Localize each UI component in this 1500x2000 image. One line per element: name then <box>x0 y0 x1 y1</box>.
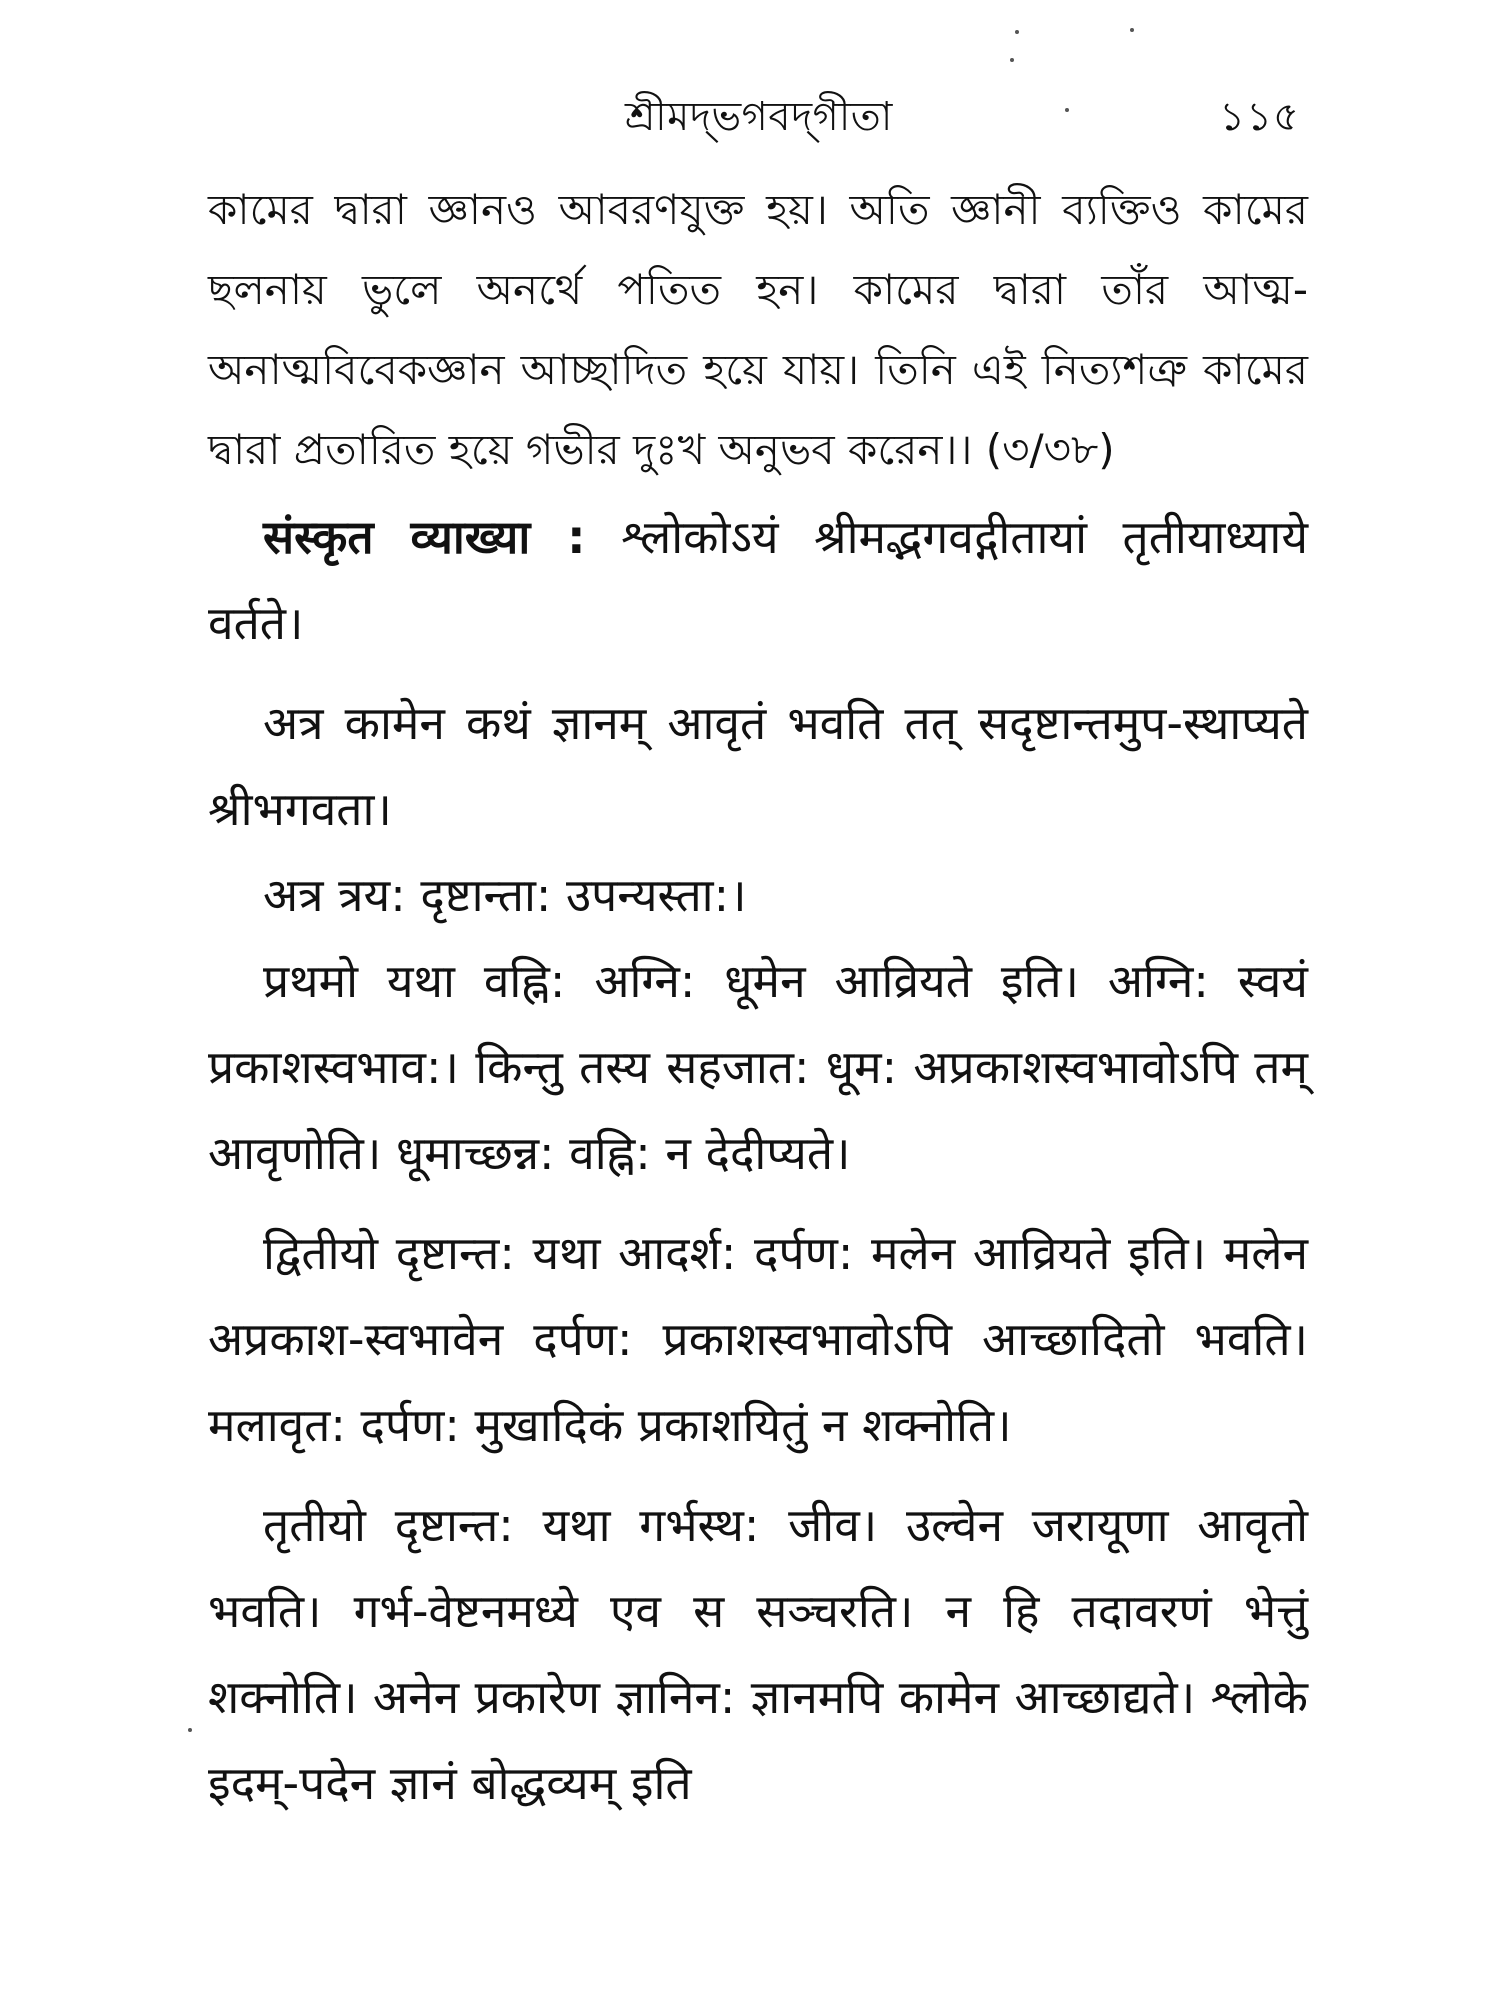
page-body <box>208 170 1308 1826</box>
paragraph-example-intro: अत्र कामेन कथं ज्ञानम् आवृतं भवति तत् सदृष्टान्तमुप-स्थाप्यते श्रीभगवता। <box>208 696 1308 836</box>
sanskrit-commentary-intro <box>208 494 1308 666</box>
page-number: ১১৫ <box>1219 94 1300 140</box>
bengali-paragraph: কামের দ্বারা জ্ঞানও আবরণযুক্ত হয়। অতি জ্ঞানী ব্যক্তিও কামের ছলনায় ভুলে অনর্থে পতিত হন। কামের দ্বারা তাঁর আত্ম-অনাত্মবিবেকজ্ঞান আচ্ছাদিত হয়ে যায়। তিনি এই নিত্যশত্রু কামের দ্বারা প্রতারিত হয়ে গভীর দুঃখ অনুভব করেন।। (৩/৩৮) <box>208 185 1308 474</box>
scan-speck <box>188 1728 192 1732</box>
scan-speck <box>1010 58 1014 62</box>
scan-speck <box>1015 30 1019 34</box>
page-header <box>210 85 1300 145</box>
paragraph-three-examples: अत्र त्रय: दृष्टान्ता: उपन्यस्ता:। <box>263 868 747 922</box>
scan-speck <box>1065 108 1069 112</box>
commentary-intro-text: श्लोकोऽयं श्रीमद्भगवद्गीतायां तृतीयाध्याये वर्तते। <box>208 510 1309 650</box>
paragraph-first-example: प्रथमो यथा वह्नि: अग्नि: धूमेन आव्रियते इति। अग्नि: स्वयं प्रकाशस्वभाव:। किन्तु तस्य सहजात: धूम: अप्रकाशस्वभावोऽपि तम् आवृणोति। धूमाच्छन्न: वह्नि: न देदीप्यते। <box>208 954 1308 1180</box>
running-title: শ্রীমদ্‌ভগবদ্‌গীতা <box>625 94 893 140</box>
commentary-label: संस्कृत व्याख्या : <box>263 510 586 564</box>
paragraph-third-example: तृतीयो दृष्टान्त: यथा गर्भस्थ: जीव। उल्वेन जरायूणा आवृतो भवति। गर्भ-वेष्टनमध्ये एव स सञ्चरति। न हि तदावरणं भेत्तुं शक्नोति। अनेन प्रकारेण ज्ञानिन: ज्ञानमपि कामेन आच्छाद्यते। श्लोके इदम्-पदेन ज्ञानं बोद्धव्यम् इति <box>208 1498 1308 1810</box>
paragraph-second-example: द्वितीयो दृष्टान्त: यथा आदर्श: दर्पण: मलेन आव्रियते इति। मलेन अप्रकाश-स्वभावेन दर्पण: प्रकाशस्वभावोऽपि आच्छादितो भवति। मलावृत: दर्पण: मुखादिकं प्रकाशयितुं न शक्नोति। <box>208 1226 1308 1452</box>
scan-speck <box>1130 28 1134 32</box>
